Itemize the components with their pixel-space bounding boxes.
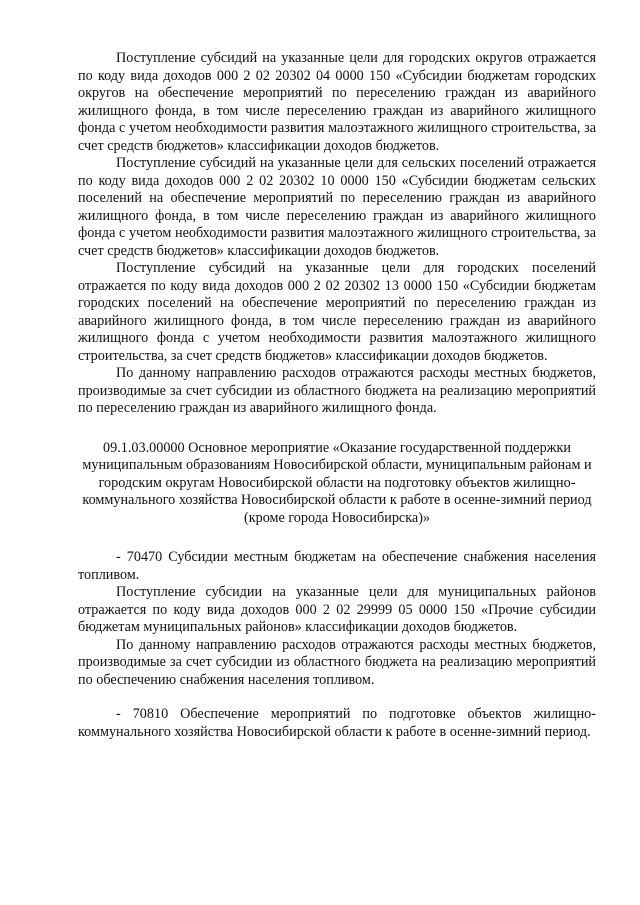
paragraph-subsidy-rural-settlements: Поступление субсидий на указанные цели для сельских поселений отражается по коду вида доходов 000 2 02 20302 10 0000 150 «Субсидии бюджетам сельских поселений на обеспечение мероприятий по переселению граждан из аварийного жилищного фонда, в том числе переселению граждан из аварийного жилищного фонда с учетом необходимости развития малоэтажного жилищного строительства, за счет средств бюджетов» классификации доходов бюджетов. [78, 155, 596, 259]
paragraph-subsidy-city-districts: Поступление субсидий на указанные цели для городских округов отражается по коду вида доходов 000 2 02 20302 04 0000 150 «Субсидии бюджетам городских округов на обеспечение мероприятий по переселению граждан из аварийного жилищного фонда, в том числе переселению граждан из аварийного жилищного фонда с учетом необходимости развития малоэтажного жилищного строительства, за счет средств бюджетов» классификации доходов бюджетов. [78, 50, 596, 154]
document-page [78, 50, 596, 741]
paragraph-expenses-resettlement: По данному направлению расходов отражаются расходы местных бюджетов, производимые за счет субсидии из областного бюджета на реализацию мероприятий по переселению граждан из аварийного жилищного фонда. [78, 365, 596, 416]
paragraph-subsidy-municipal-districts: Поступление субсидии на указанные цели для муниципальных районов отражается по коду вида доходов 000 2 02 29999 05 0000 150 «Прочие субсидии бюджетам муниципальных районов» классификации доходов бюджетов. [78, 584, 596, 635]
paragraph-70810-title: - 70810 Обеспечение мероприятий по подготовке объектов жилищно-коммунального хозяйства Новосибирской области к работе в осенне-зимний период. [78, 706, 596, 740]
section-heading: 09.1.03.00000 Основное мероприятие «Оказание государственной поддержки муниципальным образованиям Новосибирской области, муниципальным районам и городским округам Новосибирской области на подготовку объектов жилищно-коммунального хозяйства Новосибирской области к работе в осенне-зимний период (кроме города Новосибирска)» [82, 439, 592, 526]
paragraph-expenses-fuel: По данному направлению расходов отражаются расходы местных бюджетов, производимые за счет субсидии из областного бюджета на реализацию мероприятий по обеспечению снабжения населения топливом. [78, 636, 596, 688]
spacer [78, 689, 596, 706]
paragraph-70470-title: - 70470 Субсидии местным бюджетам на обеспечение снабжения населения топливом. [78, 549, 596, 583]
paragraph-subsidy-urban-settlements: Поступление субсидий на указанные цели для городских поселений отражается по коду вида доходов 000 2 02 20302 13 0000 150 «Субсидии бюджетам городских поселений на обеспечение мероприятий по переселению граждан из аварийного жилищного фонда, в том числе переселению граждан из аварийного жилищного фонда с учетом необходимости развития малоэтажного жилищного строительства, за счет средств бюджетов» классификации доходов бюджетов. [78, 260, 596, 364]
